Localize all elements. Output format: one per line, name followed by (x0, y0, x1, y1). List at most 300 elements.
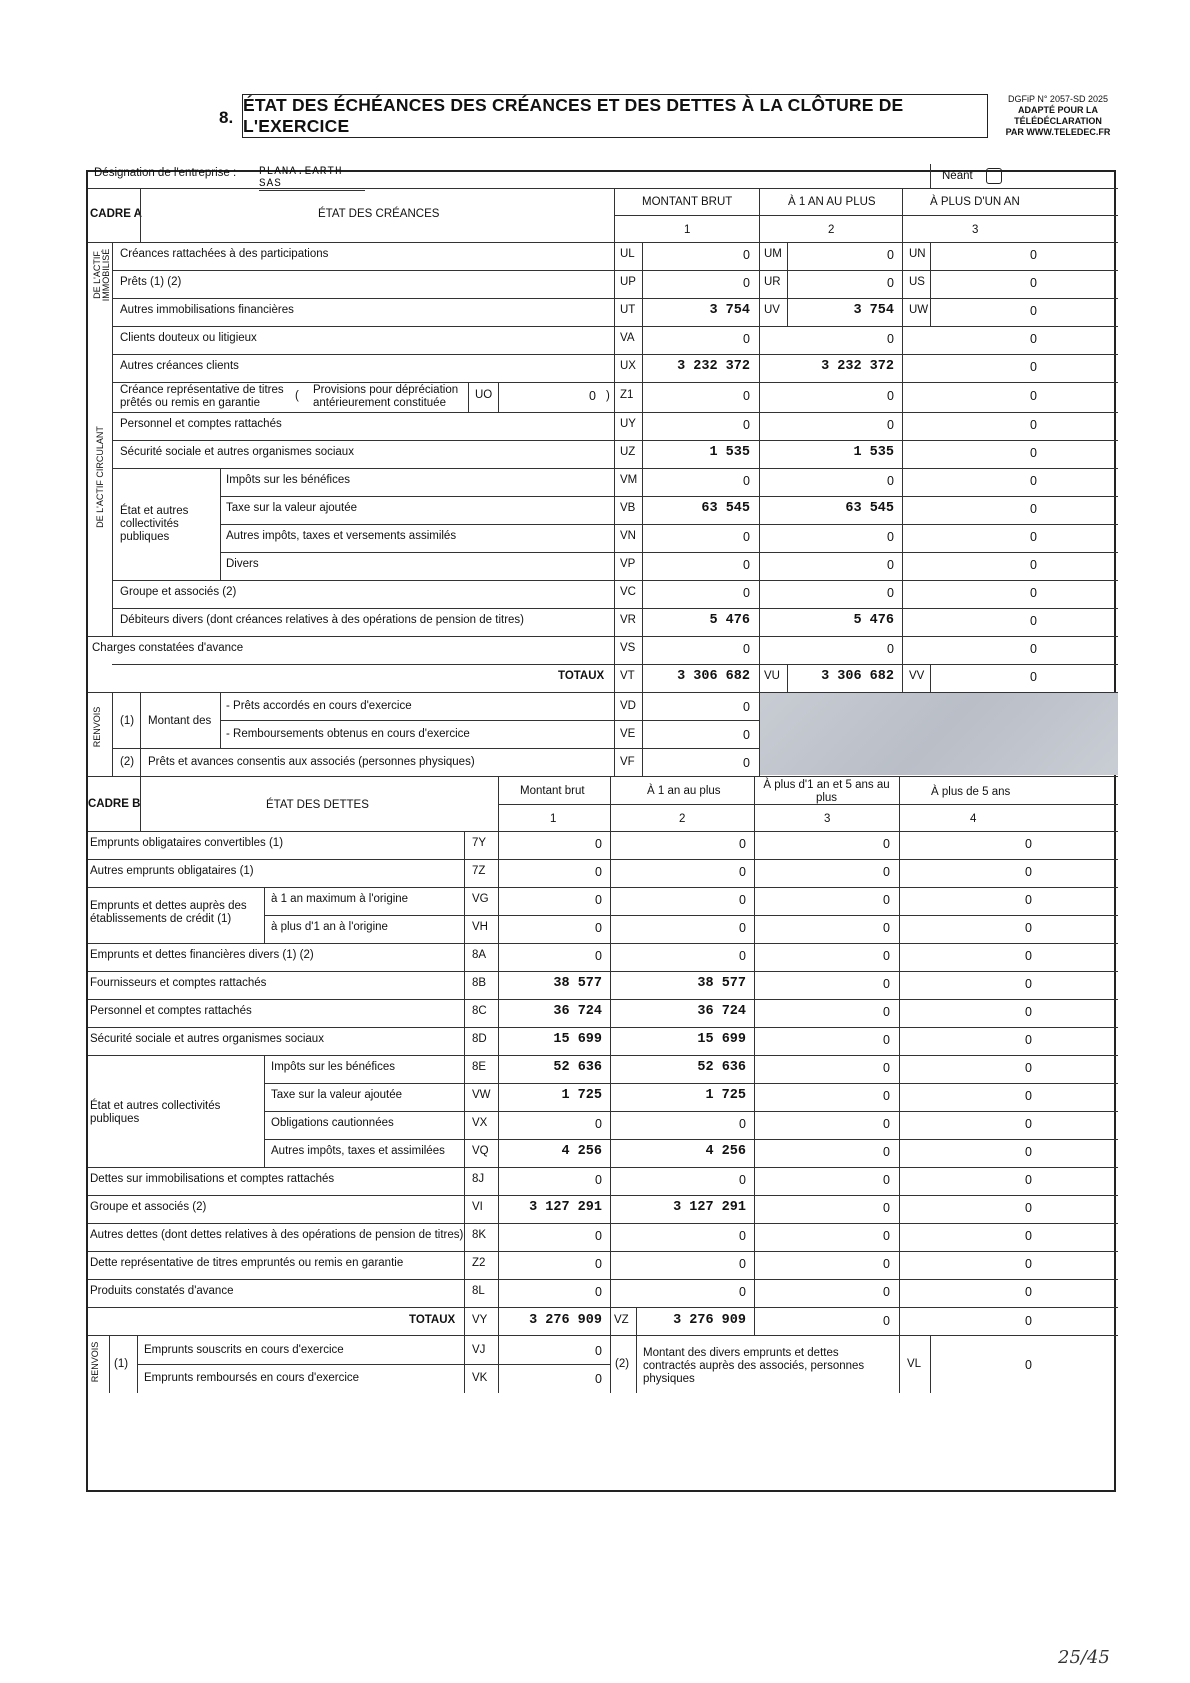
company-name[interactable]: PLANA.EARTH SAS (259, 166, 365, 191)
cadre-a-label: CADRE A (90, 208, 142, 220)
row-divider (88, 1251, 1118, 1252)
amount-montant-brut[interactable]: 52 636 (553, 1060, 602, 1075)
amount-montant-brut[interactable]: 0 (595, 1173, 602, 1187)
amount-plus-5-ans[interactable]: 0 (1025, 1033, 1032, 1047)
amount-1-an[interactable]: 1 725 (705, 1088, 746, 1103)
row-divider (220, 720, 759, 721)
total-plus-5-ans[interactable]: 0 (1025, 1314, 1032, 1328)
column-divider (754, 971, 755, 999)
column-divider (610, 1251, 611, 1279)
field-code: UW (909, 304, 929, 316)
column-divider (498, 943, 499, 971)
amount-1-an[interactable]: 0 (887, 418, 894, 432)
shaded-area (760, 693, 1118, 775)
col-number: 2 (679, 813, 686, 825)
field-code: UY (620, 418, 636, 430)
amount-plus-5-ans[interactable]: 0 (1025, 1257, 1032, 1271)
column-divider (140, 692, 141, 776)
amount-plus-5-ans[interactable]: 0 (1025, 1061, 1032, 1075)
amount-1-an[interactable]: 0 (887, 276, 894, 290)
amount-1-an[interactable]: 52 636 (697, 1060, 746, 1075)
row-divider (112, 412, 1118, 413)
column-divider (902, 636, 903, 664)
header-bottom (88, 242, 1118, 243)
row-label: Autres créances clients (120, 360, 239, 372)
amount-montant-brut[interactable]: 0 (595, 865, 602, 879)
amount-1-an[interactable]: 0 (887, 558, 894, 572)
field-code: 8J (472, 1173, 485, 1185)
amount-montant-brut[interactable]: 63 545 (701, 501, 750, 516)
amount-plus-5-ans[interactable]: 0 (1025, 1089, 1032, 1103)
amount-1-an[interactable]: 15 699 (697, 1032, 746, 1047)
field-code-uo: UO (475, 389, 493, 401)
column-divider (464, 831, 465, 859)
form-reference (996, 94, 1120, 138)
amount-1-5-ans[interactable]: 0 (883, 1033, 890, 1047)
amount-1-5-ans[interactable]: 0 (883, 1005, 890, 1019)
field-code: VC (620, 586, 636, 598)
column-divider (899, 1279, 900, 1307)
column-divider (899, 1335, 900, 1393)
column-divider (498, 1167, 499, 1195)
amount-plus-5-ans[interactable]: 0 (1025, 1145, 1032, 1159)
amount-renvoi[interactable]: 0 (743, 700, 750, 714)
column-divider (902, 524, 903, 552)
amount-plus-5-ans[interactable]: 0 (1025, 1285, 1032, 1299)
renvois-divider (112, 692, 113, 776)
amount-plus-1-an[interactable]: 0 (1030, 332, 1037, 346)
form-ref-line2: ADAPTÉ POUR LA (1017, 105, 1098, 115)
totals-label: TOTAUX (409, 1314, 456, 1326)
column-divider (498, 1083, 499, 1111)
column-divider (464, 1279, 465, 1307)
field-code: UP (620, 276, 636, 288)
amount-montant-brut[interactable]: 3 754 (709, 303, 750, 318)
row-divider (112, 382, 1118, 383)
amount-1-an[interactable]: 0 (739, 1257, 746, 1271)
field-code: US (909, 276, 925, 288)
column-divider (642, 412, 643, 440)
amount-montant-brut[interactable]: 0 (743, 248, 750, 262)
page-number: 25/45 (1058, 1647, 1110, 1668)
column-divider (787, 664, 788, 692)
amount-montant-brut[interactable]: 1 535 (709, 445, 750, 460)
column-divider (899, 971, 900, 999)
column-divider (754, 1223, 755, 1251)
column-divider (610, 859, 611, 887)
row-label: Autres immobilisations financières (120, 304, 294, 316)
column-divider (759, 242, 760, 270)
column-divider (902, 608, 903, 636)
amount-plus-1-an[interactable]: 0 (1030, 248, 1037, 262)
total-1-an[interactable]: 3 276 909 (673, 1313, 746, 1328)
field-code: VA (620, 332, 635, 344)
total-plus-1-an[interactable]: 0 (1030, 670, 1037, 684)
row-divider (88, 831, 1118, 832)
field-code: VX (472, 1117, 488, 1129)
row-divider (112, 298, 1118, 299)
column-divider (754, 943, 755, 971)
amount-montant-brut[interactable]: 0 (595, 921, 602, 935)
amount-1-5-ans[interactable]: 0 (883, 1145, 890, 1159)
column-divider (610, 1111, 611, 1139)
row-label: à plus d'1 an à l'origine (271, 921, 388, 933)
amount-montant-brut[interactable]: 3 127 291 (529, 1200, 602, 1215)
side-divider (112, 326, 113, 636)
column-divider (642, 440, 643, 468)
group-label-etat: État et autres collectivités publiques (120, 505, 189, 543)
column-divider (899, 1251, 900, 1279)
amount-montant-brut[interactable]: 0 (743, 418, 750, 432)
renvoi-label: Emprunts remboursés en cours d'exercice (144, 1372, 360, 1384)
column-divider (899, 1027, 900, 1055)
column-divider (610, 887, 611, 915)
amount-plus-5-ans[interactable]: 0 (1025, 865, 1032, 879)
amount-plus-1-an[interactable]: 0 (1030, 474, 1037, 488)
amount-plus-1-an[interactable]: 0 (1030, 276, 1037, 290)
column-divider (642, 354, 643, 382)
neant-label: Néant (942, 170, 973, 182)
amount-1-5-ans[interactable]: 0 (883, 1201, 890, 1215)
amount-montant-brut[interactable]: 36 724 (553, 1004, 602, 1019)
field-code: UZ (620, 446, 636, 458)
column-divider (902, 382, 903, 412)
amount-1-an[interactable]: 3 232 372 (821, 359, 894, 374)
amount-1-5-ans[interactable]: 0 (883, 1061, 890, 1075)
col-number: 4 (970, 813, 977, 825)
column-divider (759, 298, 760, 326)
amount-montant-brut[interactable]: 0 (743, 332, 750, 346)
company-divider (88, 188, 1118, 189)
amount-1-5-ans[interactable]: 0 (883, 1173, 890, 1187)
cadre-label-divider (140, 776, 141, 831)
row-label: Impôts sur les bénéfices (271, 1061, 396, 1073)
amount-1-5-ans[interactable]: 0 (883, 837, 890, 851)
column-divider (610, 831, 611, 859)
field-code: 8C (472, 1005, 487, 1017)
amount-montant-brut[interactable]: 0 (595, 837, 602, 851)
amount-1-an[interactable]: 0 (739, 921, 746, 935)
amount-1-5-ans[interactable]: 0 (883, 893, 890, 907)
amount-1-5-ans[interactable]: 0 (883, 949, 890, 963)
amount-plus-5-ans[interactable]: 0 (1025, 921, 1032, 935)
row-divider (112, 270, 1118, 271)
col-number: 3 (824, 813, 831, 825)
amount-renvoi[interactable]: 0 (1025, 1358, 1032, 1372)
group-label-etat: État et autres collectivités publiques (90, 1100, 221, 1125)
amount-plus-5-ans[interactable]: 0 (1025, 1229, 1032, 1243)
row-label: Sécurité sociale et autres organismes sociaux (90, 1033, 324, 1045)
amount-1-an[interactable]: 3 754 (853, 303, 894, 318)
row-divider (220, 524, 1118, 525)
row-label: Clients douteux ou litigieux (120, 332, 257, 344)
column-divider (610, 1307, 611, 1335)
amount-montant-brut[interactable]: 0 (595, 1257, 602, 1271)
amount-plus-1-an[interactable]: 0 (1030, 642, 1037, 656)
field-code: VM (620, 474, 638, 486)
column-divider (930, 1335, 931, 1393)
amount-plus-5-ans[interactable]: 0 (1025, 949, 1032, 963)
column-divider (754, 1111, 755, 1139)
amount-montant-brut[interactable]: 0 (743, 586, 750, 600)
amount-1-5-ans[interactable]: 0 (883, 1285, 890, 1299)
column-divider (759, 496, 760, 524)
amount-montant-brut[interactable]: 1 725 (561, 1088, 602, 1103)
column-divider (642, 326, 643, 354)
column-divider (754, 859, 755, 887)
col-header-montant-brut: MONTANT BRUT (642, 196, 733, 208)
row-label: Créance représentative de titres prêtés ou remis en garantie (120, 384, 284, 409)
amount-plus-5-ans[interactable]: 0 (1025, 837, 1032, 851)
amount-montant-brut[interactable]: 5 476 (709, 613, 750, 628)
amount-1-5-ans[interactable]: 0 (883, 1117, 890, 1131)
amount-montant-brut[interactable]: 0 (743, 558, 750, 572)
amount-1-an[interactable]: 0 (739, 1173, 746, 1187)
renvoi-montant-label: Montant des (148, 715, 212, 727)
amount-1-an[interactable]: 4 256 (705, 1144, 746, 1159)
column-divider (759, 608, 760, 636)
field-code-totals: VV (909, 670, 925, 682)
total-montant-brut[interactable]: 3 306 682 (677, 669, 750, 684)
column-divider (759, 580, 760, 608)
column-divider (642, 636, 643, 664)
row-label: Fournisseurs et comptes rattachés (90, 977, 267, 989)
amount-montant-brut[interactable]: 0 (743, 474, 750, 488)
field-code: UL (620, 248, 635, 260)
column-divider (610, 1083, 611, 1111)
column-divider (642, 524, 643, 552)
field-code: VH (472, 921, 488, 933)
column-divider (902, 440, 903, 468)
amount-1-an[interactable]: 0 (887, 332, 894, 346)
amount-1-an[interactable]: 0 (739, 893, 746, 907)
amount-plus-1-an[interactable]: 0 (1030, 586, 1037, 600)
column-divider (498, 1027, 499, 1055)
amount-montant-brut[interactable]: 0 (743, 389, 750, 403)
amount-plus-5-ans[interactable]: 0 (1025, 1005, 1032, 1019)
amount-1-an[interactable]: 0 (739, 1285, 746, 1299)
amount-montant-brut[interactable]: 0 (595, 949, 602, 963)
amount-montant-brut[interactable]: 0 (743, 276, 750, 290)
amount-plus-1-an[interactable]: 0 (1030, 360, 1037, 374)
column-divider (759, 412, 760, 440)
row-divider (88, 636, 1118, 637)
amount-1-an[interactable]: 0 (739, 949, 746, 963)
column-divider (902, 270, 903, 298)
field-code: UM (764, 248, 782, 260)
column-divider (614, 440, 615, 468)
row-divider (88, 859, 1118, 860)
field-code: VL (907, 1358, 922, 1370)
column-divider (902, 664, 903, 692)
amount-1-an[interactable]: 0 (887, 586, 894, 600)
column-divider (899, 915, 900, 943)
column-divider (642, 270, 643, 298)
amount-1-5-ans[interactable]: 0 (883, 1257, 890, 1271)
amount-1-an[interactable]: 0 (887, 248, 894, 262)
column-divider (754, 887, 755, 915)
row-divider (88, 1279, 1118, 1280)
row-divider (88, 776, 1118, 777)
renvoi-label: - Prêts accordés en cours d'exercice (226, 700, 412, 712)
row-divider (112, 440, 1118, 441)
column-divider (754, 1055, 755, 1083)
column-divider (787, 242, 788, 270)
column-divider (610, 1195, 611, 1223)
amount-plus-5-ans[interactable]: 0 (1025, 893, 1032, 907)
form-ref-line4: PAR WWW.TELEDEC.FR (1005, 127, 1111, 137)
column-divider (899, 1055, 900, 1083)
cadre-a-title: ÉTAT DES CRÉANCES (318, 208, 440, 220)
column-divider (930, 664, 931, 692)
column-divider (498, 1055, 499, 1083)
amount-plus-5-ans[interactable]: 0 (1025, 1173, 1032, 1187)
cadre-b-title: ÉTAT DES DETTES (266, 799, 369, 811)
amount-plus-1-an[interactable]: 0 (1030, 389, 1037, 403)
amount-1-an[interactable]: 0 (739, 837, 746, 851)
column-divider (787, 270, 788, 298)
column-divider (902, 298, 903, 326)
column-divider (610, 1279, 611, 1307)
total-1-an[interactable]: 3 306 682 (821, 669, 894, 684)
column-divider (642, 242, 643, 270)
amount-plus-1-an[interactable]: 0 (1030, 304, 1037, 318)
field-code: VJ (472, 1344, 486, 1356)
column-divider (464, 915, 465, 943)
amount-1-5-ans[interactable]: 0 (883, 1089, 890, 1103)
column-divider (498, 999, 499, 1027)
amount-montant-brut[interactable]: 0 (743, 530, 750, 544)
field-code: UX (620, 360, 636, 372)
row-label: Dette représentative de titres empruntés ou remis en garantie (90, 1257, 404, 1269)
amount-plus-1-an[interactable]: 0 (1030, 502, 1037, 516)
amount-1-5-ans[interactable]: 0 (883, 865, 890, 879)
amount-montant-brut[interactable]: 3 232 372 (677, 359, 750, 374)
amount-plus-5-ans[interactable]: 0 (1025, 1201, 1032, 1215)
column-divider (902, 552, 903, 580)
amount-montant-brut[interactable]: 0 (743, 642, 750, 656)
column-divider (610, 999, 611, 1027)
neant-checkbox[interactable] (986, 168, 1002, 184)
total-montant-brut[interactable]: 3 276 909 (529, 1313, 602, 1328)
row-label: Autres impôts, taxes et versements assimilés (226, 530, 457, 542)
row-divider (88, 887, 1118, 888)
amount-1-an[interactable]: 5 476 (853, 613, 894, 628)
amount-1-5-ans[interactable]: 0 (883, 921, 890, 935)
row-divider (220, 552, 1118, 553)
amount-plus-1-an[interactable]: 0 (1030, 446, 1037, 460)
row-label: Charges constatées d'avance (92, 642, 244, 654)
amount-1-an[interactable]: 0 (739, 1229, 746, 1243)
amount-montant-brut[interactable]: 0 (595, 1117, 602, 1131)
amount-montant-brut[interactable]: 4 256 (561, 1144, 602, 1159)
amount-1-an[interactable]: 63 545 (845, 501, 894, 516)
column-divider (610, 1223, 611, 1251)
column-divider (759, 468, 760, 496)
amount-1-5-ans[interactable]: 0 (883, 977, 890, 991)
column-divider (642, 608, 643, 636)
row-label: Autres dettes (dont dettes relatives à des opérations de pension de titres) (90, 1229, 464, 1241)
row-label: Divers (226, 558, 259, 570)
amount-1-5-ans[interactable]: 0 (883, 1229, 890, 1243)
column-divider (614, 468, 615, 496)
row-divider (112, 468, 1118, 469)
column-divider (759, 382, 760, 412)
column-divider (614, 298, 615, 326)
column-divider (498, 1223, 499, 1251)
amount-plus-1-an[interactable]: 0 (1030, 530, 1037, 544)
amount-renvoi[interactable]: 0 (595, 1344, 602, 1358)
amount-plus-1-an[interactable]: 0 (1030, 558, 1037, 572)
amount-1-an[interactable]: 0 (887, 642, 894, 656)
amount-plus-1-an[interactable]: 0 (1030, 418, 1037, 432)
renvois-side-label: RENVOIS (90, 1341, 100, 1383)
amount-montant-brut[interactable]: 15 699 (553, 1032, 602, 1047)
amount-1-an[interactable]: 1 535 (853, 445, 894, 460)
column-divider (464, 1251, 465, 1279)
amount-1-an[interactable]: 0 (739, 865, 746, 879)
amount-uo[interactable]: 0 (589, 389, 596, 403)
amount-renvoi[interactable]: 0 (743, 756, 750, 770)
column-divider (498, 1335, 499, 1393)
column-divider (498, 1279, 499, 1307)
column-divider (642, 382, 643, 412)
row-label: Autres impôts, taxes et assimilées (271, 1145, 445, 1157)
column-divider (614, 552, 615, 580)
column-divider (642, 552, 643, 580)
column-divider (464, 999, 465, 1027)
amount-1-an[interactable]: 0 (739, 1117, 746, 1131)
column-divider (464, 1083, 465, 1111)
section-number: 8. (219, 108, 234, 127)
column-divider (614, 608, 615, 636)
row-label: Taxe sur la valeur ajoutée (226, 502, 358, 514)
column-divider (614, 354, 615, 382)
amount-1-an[interactable]: 0 (887, 474, 894, 488)
amount-1-an[interactable]: 36 724 (697, 1004, 746, 1019)
column-divider (754, 1083, 755, 1111)
col-header-1-5-ans: À plus d'1 an et 5 ans au plus (763, 779, 890, 804)
field-code: UN (909, 248, 926, 260)
column-divider (899, 1167, 900, 1195)
amount-plus-5-ans[interactable]: 0 (1025, 1117, 1032, 1131)
amount-1-an[interactable]: 0 (887, 530, 894, 544)
column-divider (464, 1055, 465, 1083)
renvoi-number: (2) (615, 1358, 630, 1370)
field-code: Z1 (620, 389, 634, 401)
amount-montant-brut[interactable]: 38 577 (553, 976, 602, 991)
total-1-5-ans[interactable]: 0 (883, 1314, 890, 1328)
column-divider (930, 298, 931, 326)
amount-plus-5-ans[interactable]: 0 (1025, 977, 1032, 991)
form-ref-line1: DGFiP N° 2057-SD 2025 (1008, 94, 1108, 104)
amount-1-an[interactable]: 0 (887, 389, 894, 403)
field-code-totals: VU (764, 670, 780, 682)
amount-renvoi[interactable]: 0 (595, 1372, 602, 1386)
amount-plus-1-an[interactable]: 0 (1030, 614, 1037, 628)
row-divider (264, 1139, 1118, 1140)
column-divider (902, 580, 903, 608)
amount-montant-brut[interactable]: 0 (595, 1229, 602, 1243)
amount-montant-brut[interactable]: 0 (595, 893, 602, 907)
uo-divider (498, 382, 499, 412)
amount-montant-brut[interactable]: 0 (595, 1285, 602, 1299)
column-divider (899, 887, 900, 915)
row-label: Produits constatés d'avance (90, 1285, 234, 1297)
amount-1-an[interactable]: 3 127 291 (673, 1200, 746, 1215)
amount-renvoi[interactable]: 0 (743, 728, 750, 742)
amount-1-an[interactable]: 38 577 (697, 976, 746, 991)
